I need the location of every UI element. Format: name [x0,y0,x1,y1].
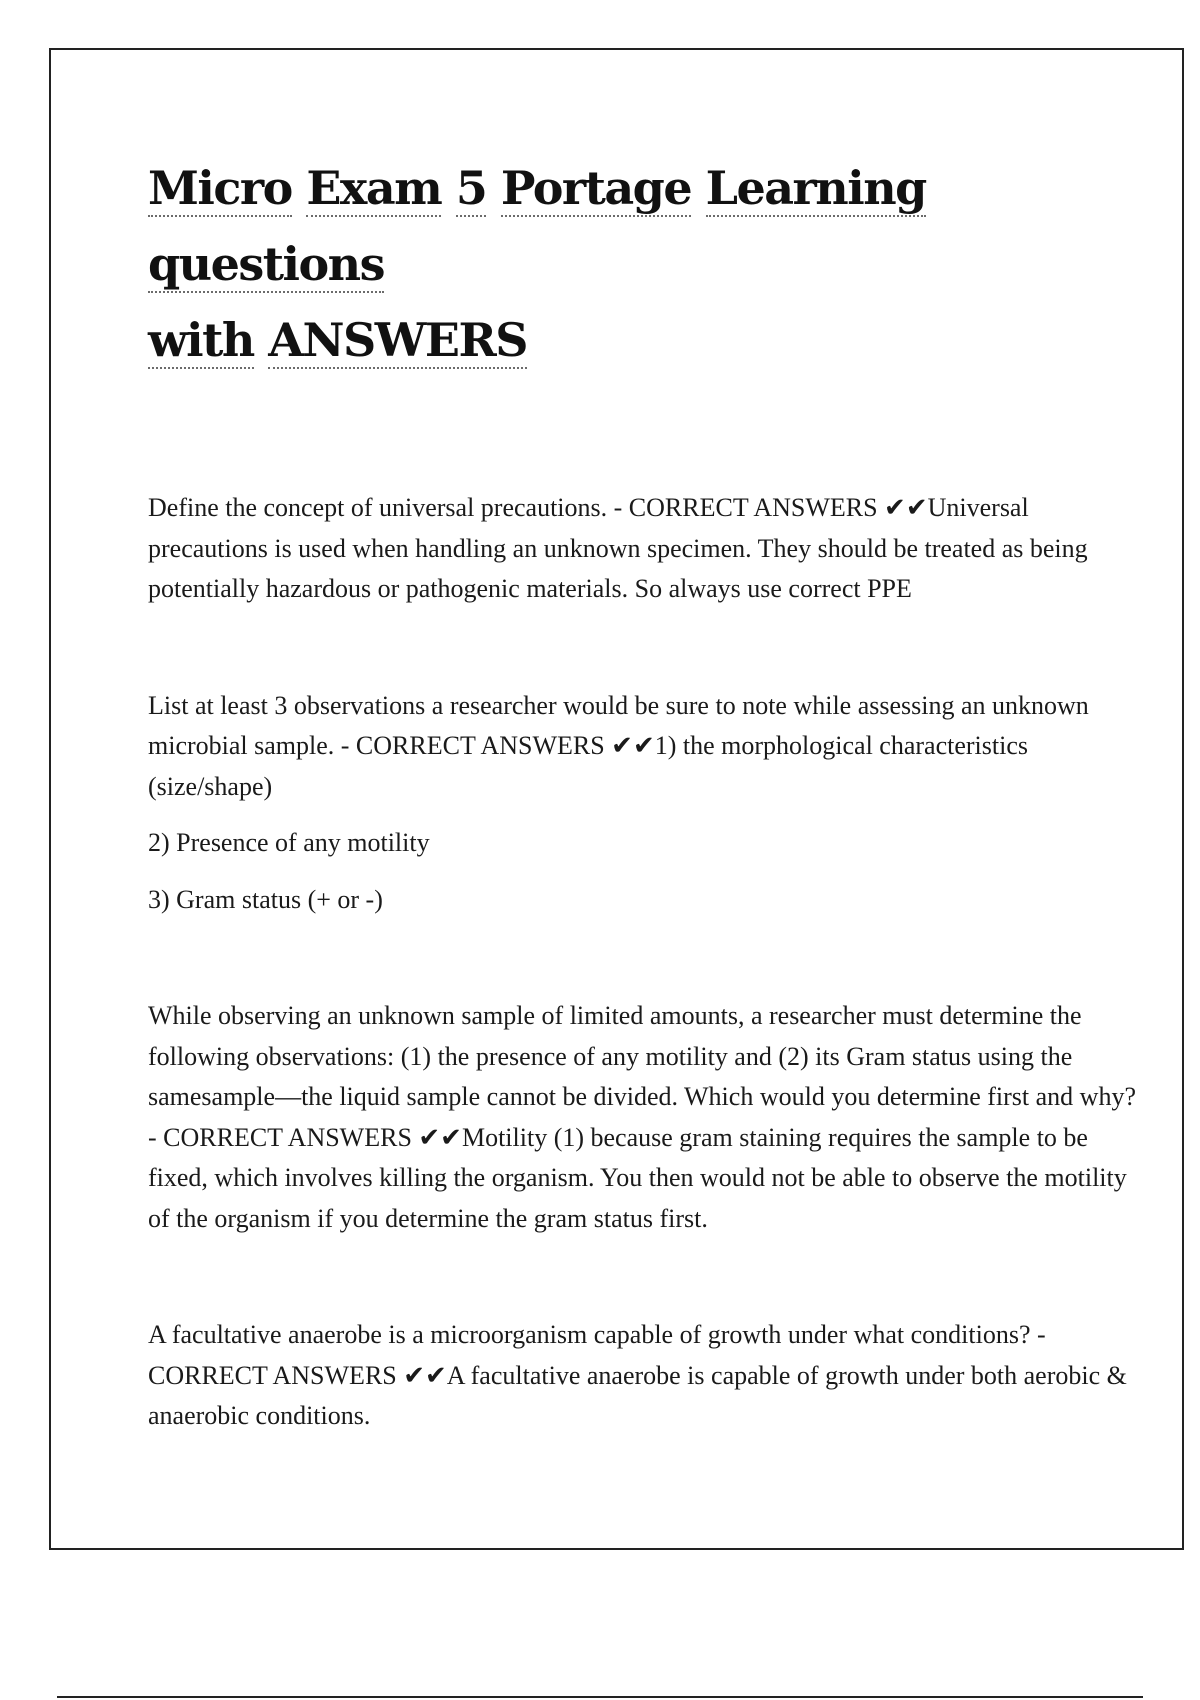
page-frame [49,48,1184,1550]
document-title [148,150,1138,378]
qa-paragraph: While observing an unknown sample of limited amounts, a researcher must determine the following observations: (1) the presence of any motility and (2) its Gram status using the samesample—the liquid sample cannot be divided. Which would you determine first and why? - CORRECT ANSWERS ✔✔Motility (1) because gram staining requires the sample to be fixed, which involves killing the organism. You then would not be able to observe the motility of the organism if you determine the gram status first. [148,1001,1136,1233]
qa-item-universal-precautions [148,488,1138,610]
qa-paragraph: A facultative anaerobe is a microorganism capable of growth under what conditions? - CORRECT ANSWERS ✔✔A facultative anaerobe is capable of growth under both aerobic & anaerobic conditions. [148,1320,1127,1430]
qa-paragraph: List at least 3 observations a researcher would be sure to note while assessing an unknown microbial sample. - CORRECT ANSWERS ✔✔1) the morphological characteristics (size/shape) [148,690,1089,801]
title-word: Micro [148,161,292,215]
title-word: ANSWERS [268,313,527,367]
qa-item-motility-vs-gram [148,996,1138,1239]
document-content [148,150,1138,1513]
title-word: Exam [306,161,442,215]
title-word: questions [148,237,385,291]
title-word: Portage [500,161,692,215]
title-word: Learning [705,161,926,215]
qa-item-microbial-observations [148,686,1138,921]
qa-item-facultative-anaerobe [148,1315,1138,1437]
qa-paragraph: 2) Presence of any motility [148,828,430,857]
qa-paragraph: Define the concept of universal precautions. - CORRECT ANSWERS ✔✔Universal precautions is used when handling an unknown specimen. They should be treated as being potentially hazardous or pathogenic materials. So always use correct PPE [148,493,1088,603]
title-word: with [148,313,254,367]
footer-divider [57,1696,1143,1698]
qa-paragraph: 3) Gram status (+ or -) [148,884,383,914]
title-word: 5 [455,161,487,215]
